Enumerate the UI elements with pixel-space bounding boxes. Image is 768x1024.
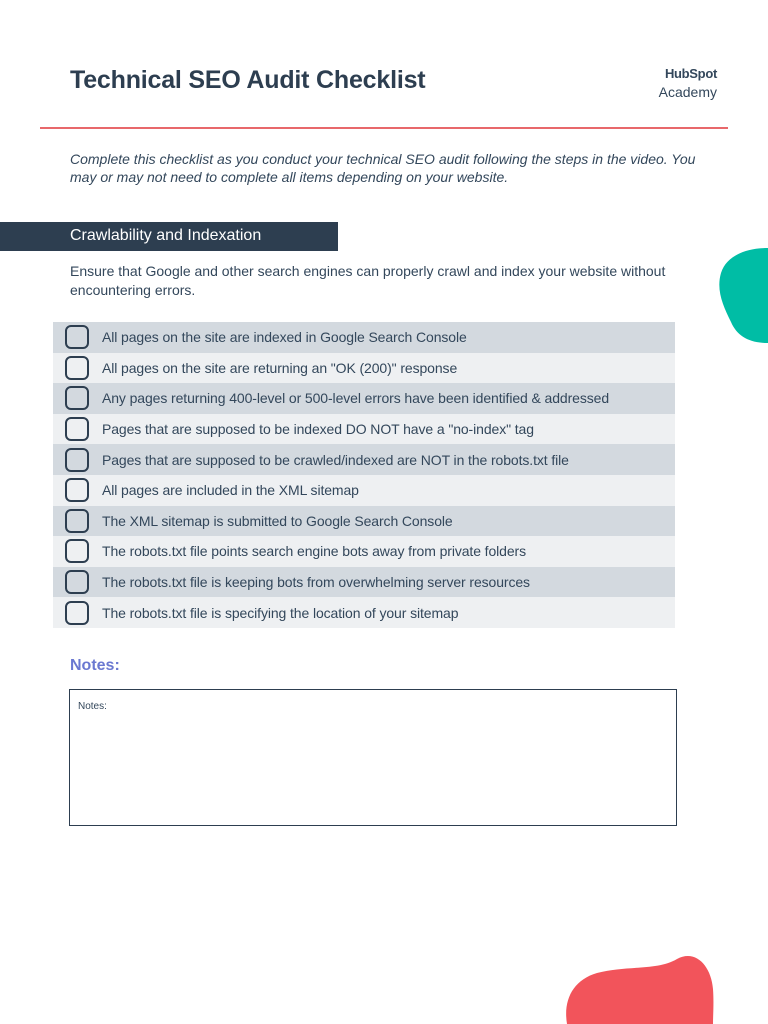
checklist-item xyxy=(53,597,675,628)
checklist-item xyxy=(53,414,675,445)
checklist-item xyxy=(53,475,675,506)
logo-sub: Academy xyxy=(658,84,717,100)
checkbox[interactable] xyxy=(65,448,89,472)
checkbox[interactable] xyxy=(65,325,89,349)
logo-brand: HubSpot xyxy=(664,66,717,81)
checkbox[interactable] xyxy=(65,570,89,594)
checklist-item-label: The XML sitemap is submitted to Google Search Console xyxy=(102,512,453,529)
checkbox[interactable] xyxy=(65,478,89,502)
header-divider xyxy=(40,127,728,129)
checklist-item xyxy=(53,353,675,384)
section-title: Crawlability and Indexation xyxy=(70,227,262,244)
intro-text: Complete this checklist as you conduct your technical SEO audit following the steps in the video. You may or may not need to complete all items depending on your website. xyxy=(70,151,696,185)
checklist-item-label: All pages on the site are indexed in Google Search Console xyxy=(102,329,467,346)
checklist-item-label: Any pages returning 400-level or 500-level errors have been identified & addressed xyxy=(102,390,610,407)
checkbox[interactable] xyxy=(65,356,89,380)
checklist-item xyxy=(53,506,675,537)
checklist-item xyxy=(53,444,675,475)
section-banner xyxy=(0,222,338,251)
checklist-item xyxy=(53,536,675,567)
checkbox[interactable] xyxy=(65,539,89,563)
checklist-item-label: The robots.txt file points search engine bots away from private folders xyxy=(102,543,527,560)
notes-input[interactable] xyxy=(69,689,677,826)
coral-blob-decoration xyxy=(565,955,715,1024)
checklist-item xyxy=(53,567,675,598)
section-description: Ensure that Google and other search engines can properly crawl and index your website without encountering errors. xyxy=(70,263,666,298)
checklist xyxy=(53,322,675,628)
notes-heading: Notes: xyxy=(70,657,120,674)
checklist-item-label: The robots.txt file is keeping bots from overwhelming server resources xyxy=(102,574,530,591)
checklist-item xyxy=(53,383,675,414)
checklist-item-label: All pages on the site are returning an "OK (200)" response xyxy=(102,359,458,376)
checklist-item-label: The robots.txt file is specifying the location of your sitemap xyxy=(102,604,459,621)
hubspot-academy-logo xyxy=(659,65,717,101)
checklist-item-label: Pages that are supposed to be crawled/indexed are NOT in the robots.txt file xyxy=(102,451,569,468)
checkbox[interactable] xyxy=(65,417,89,441)
checkbox[interactable] xyxy=(65,386,89,410)
checklist-item xyxy=(53,322,675,353)
checklist-item-label: All pages are included in the XML sitemap xyxy=(102,482,359,499)
page-title: Technical SEO Audit Checklist xyxy=(70,66,426,94)
checkbox[interactable] xyxy=(65,509,89,533)
checklist-item-label: Pages that are supposed to be indexed DO NOT have a "no-index" tag xyxy=(102,421,534,438)
teal-blob-decoration xyxy=(719,248,768,343)
checkbox[interactable] xyxy=(65,601,89,625)
